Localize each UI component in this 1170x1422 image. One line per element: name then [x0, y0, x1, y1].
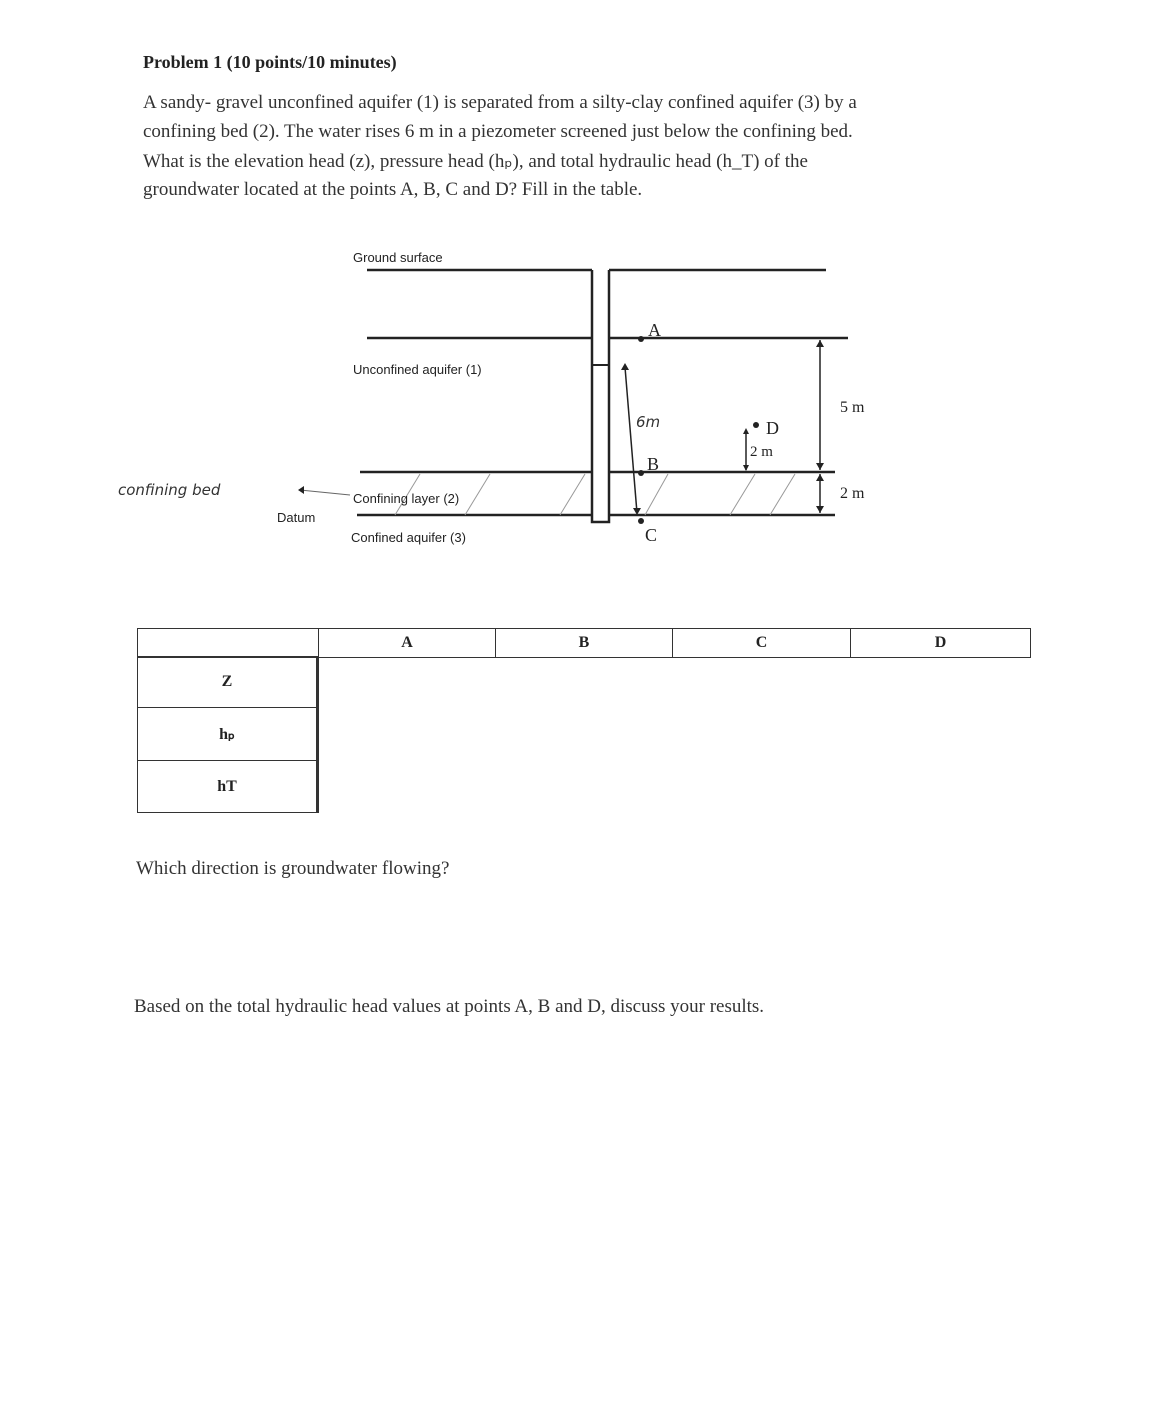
five-m-label: 5 m — [840, 399, 865, 416]
point-a-label: A — [648, 320, 661, 340]
note-arrow — [300, 490, 350, 495]
point-b-marker — [638, 470, 644, 476]
confining-layer-label: Confining layer (2) — [353, 491, 460, 506]
piezometer-pipe — [592, 270, 609, 522]
table-header-a: A — [318, 628, 496, 658]
ground-surface-label: Ground surface — [353, 250, 443, 265]
point-c-marker — [638, 518, 644, 524]
problem-text-line: A sandy- gravel unconfined aquifer (1) is separated from a silty-clay confined aquifer (3) by a — [143, 92, 857, 113]
problem-title: Problem 1 (10 points/10 minutes) — [143, 52, 397, 72]
two-m-label: 2 m — [840, 485, 865, 502]
table-row-label-ht: hT — [137, 760, 319, 813]
question-discuss-results: Based on the total hydraulic head values at points A, B and D, discuss your results. — [134, 996, 765, 1017]
point-d-label: D — [766, 418, 779, 438]
d-two-m-label: 2 m — [750, 444, 773, 460]
problem-text-line: groundwater located at the points A, B, C and D? Fill in the table. — [143, 179, 643, 200]
point-c-label: C — [645, 525, 658, 545]
table-row-label-z: Z — [137, 656, 319, 708]
point-a-marker — [638, 336, 644, 342]
six-m-arrow — [625, 367, 637, 513]
handwritten-note: confining bed — [118, 481, 221, 499]
table-row-label-hp: hₚ — [137, 707, 319, 761]
point-d-marker — [753, 422, 759, 428]
table-header-b: B — [495, 628, 673, 658]
confined-aquifer-label: Confined aquifer (3) — [351, 530, 466, 545]
table-corner-cell — [137, 628, 319, 658]
handwritten-6m: 6m — [636, 413, 661, 431]
point-b-label: B — [647, 454, 660, 474]
unconfined-aquifer-label: Unconfined aquifer (1) — [353, 362, 482, 377]
datum-label: Datum — [277, 510, 316, 525]
question-flow-direction: Which direction is groundwater flowing? — [136, 858, 450, 879]
table-header-d: D — [850, 628, 1031, 658]
aquifer-diagram — [0, 0, 1170, 600]
problem-text-line: confining bed (2). The water rises 6 m in a piezometer screened just below the confining bed. — [143, 121, 853, 142]
table-header-c: C — [672, 628, 851, 658]
problem-text-line: What is the elevation head (z), pressure head (hₚ), and total hydraulic head (h_T) of the — [143, 151, 808, 172]
